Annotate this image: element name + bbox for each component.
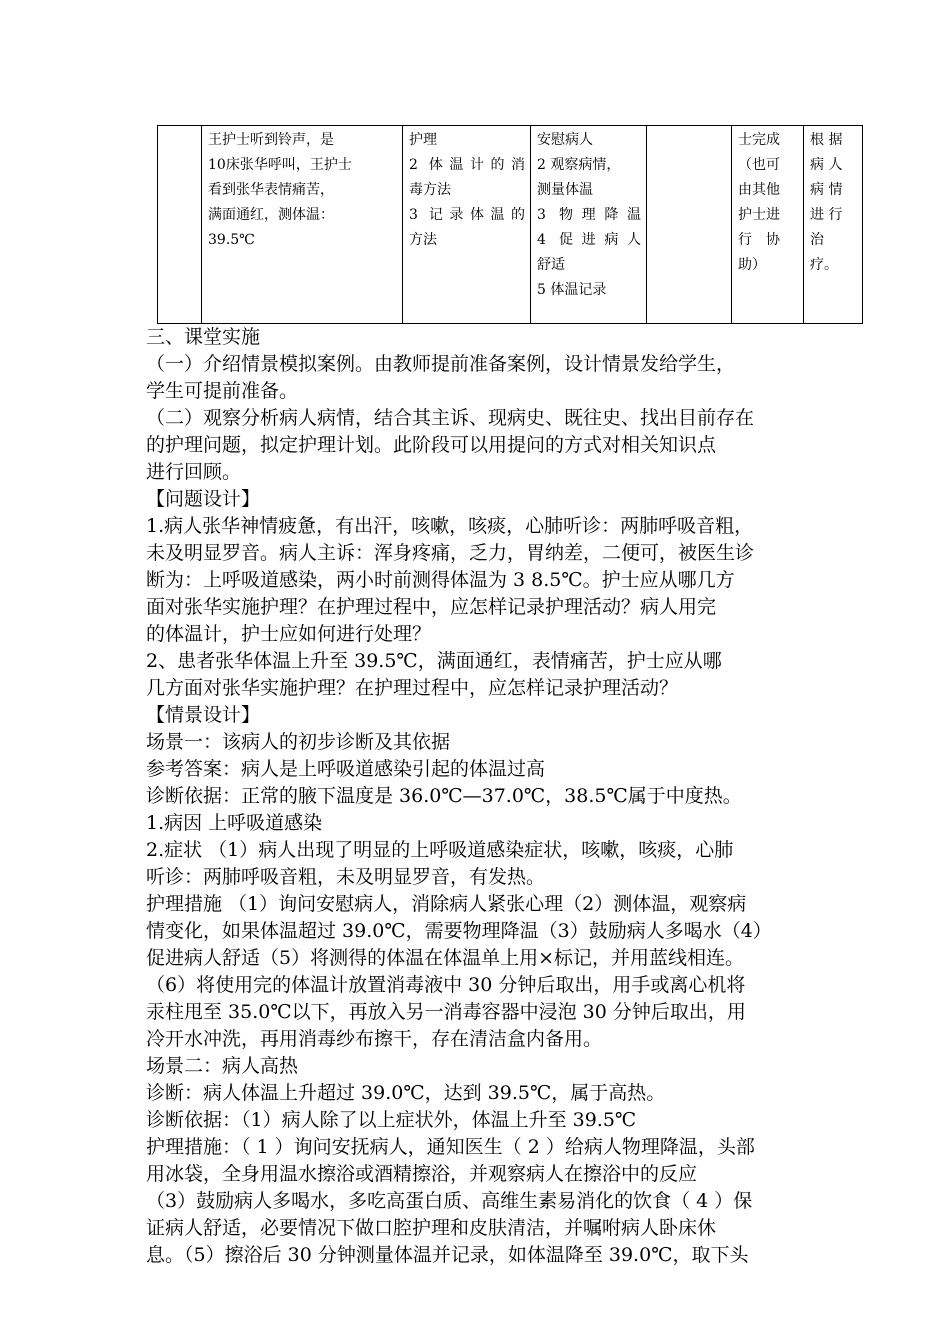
body-line: 诊断依据：正常的腋下温度是 36.0℃—37.0℃，38.5℃属于中度热。 [146,785,742,807]
cell-text: 病 情 [810,182,843,198]
cell-text: 治 [810,232,824,248]
body-line: 场景二：病人高热 [146,1055,299,1077]
cell-text: 2 观察病情， [537,157,621,173]
table-cell-roles [732,126,804,324]
scenario-table [157,125,863,324]
cell-text: 看到张华表情痛苦， [208,182,334,198]
body-line: 促进病人舒适（5）将测得的体温在体温单上用×标记，并用蓝线相连。 [146,947,745,969]
body-line: 参考答案：病人是上呼吸道感染引起的体温过高 [146,758,546,780]
cell-text: 舒适 [537,257,565,273]
cell-text: 护理 [409,132,437,148]
cell-text: 护士进 [738,207,780,223]
cell-text: 2 体温计的消 [409,157,525,173]
cell-text: 助） [738,257,766,273]
body-line: 护理措施：（ 1 ）询问安抚病人，通知医生（ 2 ）给病人物理降温，头部 [146,1136,755,1158]
table-cell-empty [647,126,732,324]
body-line: 未及明显罗音。病人主诉：浑身疼痛，乏力，胃纳差，二便可，被医生诊 [146,542,755,564]
body-line: 汞柱甩至 35.0℃以下，再放入另一消毒容器中浸泡 30 分钟后取出，用 [146,1001,746,1023]
table-cell-scenario [202,126,403,324]
body-line: 证病人舒适，必要情况下做口腔护理和皮肤清洁，并嘱咐病人卧床休 [146,1217,717,1239]
cell-text: 王护士听到铃声，是 [208,132,334,148]
cell-text: 10床张华呼叫，王护士 [208,157,352,173]
body-line: 护理措施 （1）询问安慰病人，消除病人紧张心理（2）测体温，观察病 [146,893,747,915]
document-body [146,324,816,1269]
body-line: 场景一：该病人的初步诊断及其依据 [146,731,451,753]
cell-text: 5 体温记录 [537,282,607,298]
body-line: 面对张华实施护理？在护理过程中，应怎样记录护理活动？病人用完 [146,596,717,618]
body-line: 1.病人张华神情疲惫，有出汗，咳嗽，咳痰，心肺听诊：两肺呼吸音粗， [146,515,754,537]
cell-text: 39.5℃ [208,232,255,248]
cell-text: 由其他 [738,182,780,198]
body-line: 1.病因 上呼吸道感染 [146,812,323,834]
body-line: 学生可提前准备。 [146,380,299,402]
body-line: 几方面对张华实施护理？在护理过程中，应怎样记录护理活动？ [146,677,679,699]
cell-text: 毒方法 [409,182,451,198]
table-row [158,126,863,324]
section-heading: 三、课堂实施 [146,326,261,348]
cell-text: 进 行 [810,207,843,223]
cell-text: 士完成 [738,132,780,148]
body-line: 2、患者张华体温上升至 39.5℃，满面通红，表情痛苦，护士应从哪 [146,650,722,672]
body-line: 息。（5）擦浴后 30 分钟测量体温并记录，如体温降至 39.0℃，取下头 [146,1244,749,1266]
subsection-heading: 【情景设计】 [146,704,261,726]
cell-text: 根 据 [810,132,843,148]
table-cell-index [158,126,202,324]
body-line: （6）将使用完的体温计放置消毒液中 30 分钟后取出，用手或离心机将 [146,974,746,996]
cell-text: 行 协 [738,232,780,248]
body-line: 诊断依据：（1）病人除了以上症状外，体温上升至 39.5℃ [146,1109,637,1131]
body-line: 用冰袋，全身用温水擦浴或酒精擦浴，并观察病人在擦浴中的反应 [146,1163,698,1185]
body-line: 进行回顾。 [146,461,242,483]
cell-text: 安慰病人 [537,132,593,148]
cell-text: （也可 [738,157,780,173]
body-line: 的护理问题，拟定护理计划。此阶段可以用提问的方式对相关知识点 [146,434,717,456]
cell-text: 4 促进病人 [537,232,641,248]
cell-text: 病 人 [810,157,843,173]
body-line: （二）观察分析病人病情，结合其主诉、现病史、既往史、找出目前存在 [146,407,755,429]
body-line: 情变化，如果体温超过 39.0℃，需要物理降温（3）鼓励病人多喝水（4） [146,920,772,942]
cell-text: 方法 [409,232,437,248]
body-line: 听诊：两肺呼吸音粗，未及明显罗音，有发热。 [146,866,546,888]
body-line: 断为：上呼吸道感染，两小时前测得体温为 3 8.5℃。护士应从哪几方 [146,569,735,591]
cell-text: 疗。 [810,257,838,273]
table-cell-notes [804,126,863,324]
body-line: 2.症状 （1）病人出现了明显的上呼吸道感染症状，咳嗽，咳痰，心肺 [146,839,734,861]
table-cell-knowledge [403,126,531,324]
body-line: 冷开水冲洗，再用消毒纱布擦干，存在清洁盒内备用。 [146,1028,603,1050]
cell-text: 测量体温 [537,182,593,198]
cell-text: 满面通红，测体温： [208,207,334,223]
cell-text: 3 物理降温 [537,207,641,223]
subsection-heading: 【问题设计】 [146,488,261,510]
body-line: （一）介绍情景模拟案例。由教师提前准备案例，设计情景发给学生， [146,353,736,375]
body-line: 的体温计，护士应如何进行处理？ [146,623,432,645]
table-cell-actions [531,126,647,324]
cell-text: 3 记录体温的 [409,207,525,223]
body-line: 诊断：病人体温上升超过 39.0℃，达到 39.5℃，属于高热。 [146,1082,666,1104]
body-line: （3）鼓励病人多喝水，多吃高蛋白质、高维生素易消化的饮食（ 4 ）保 [146,1190,753,1212]
